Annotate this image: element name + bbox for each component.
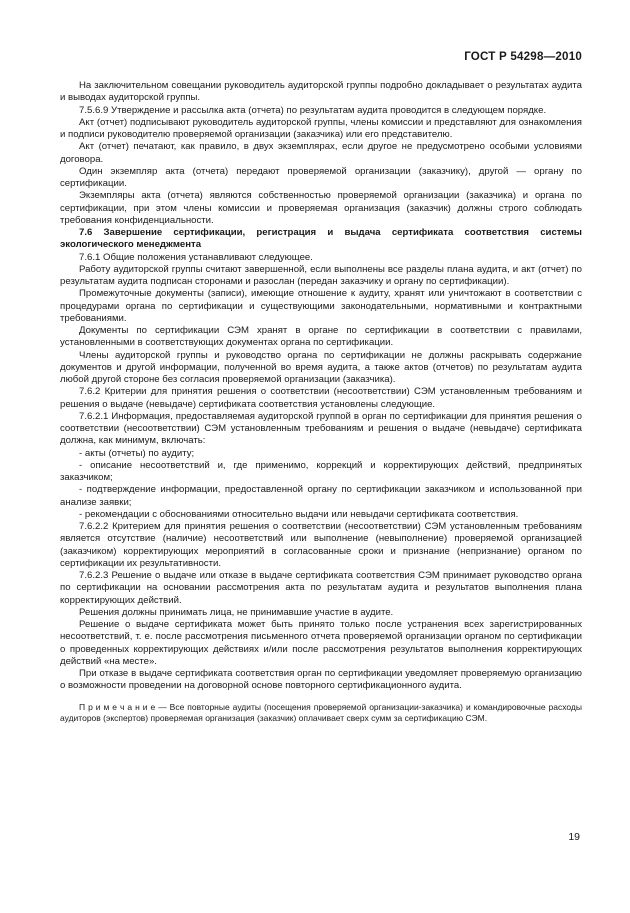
document-header: ГОСТ Р 54298—2010 (464, 50, 582, 63)
paragraph: Акт (отчет) печатают, как правило, в двух экземплярах, если другое не предусмотрено особыми условиями договора. (60, 141, 582, 165)
list-item: - рекомендации с обоснованиями относительно выдачи или невыдачи сертификата соответствия. (79, 508, 519, 520)
list-item: - описание несоответствий и, где применимо, коррекций и корректирующих действий, предпринятых заказчиком; (60, 459, 582, 483)
note-label: П р и м е ч а н и е (79, 701, 156, 712)
paragraph: 7.6.2.1 Информация, предоставляемая аудиторской группой в орган по сертификации для принятия решения о соответствии (несоответствии) СЭМ установленным требованиям и решения о выдаче (невыдаче) сертификата должна, как минимум, включать: (60, 410, 582, 447)
paragraph: 7.6.2.2 Критерием для принятия решения о соответствии (несоответствии) СЭМ установленным требованиям является отсутствие (наличие) несоответствий или выполнение (невыполнение) проверяемой организацией (заказчиком) корректирующих мероприятий в согласованные сроки и признание (непризнание) органом по сертификации их результативности. (60, 521, 582, 569)
section-heading: 7.6 Завершение сертификации, регистрация и выдача сертификата соответствия системы экологического менеджмента (60, 227, 582, 251)
paragraph: При отказе в выдаче сертификата соответствия орган по сертификации уведомляет проверяемую организацию о возможности проведении на договорной основе повторного сертификационного аудита. (60, 668, 582, 692)
paragraph: Один экземпляр акта (отчета) передают проверяемой организации (заказчику), другой — органу по сертификации. (60, 165, 582, 189)
paragraph: Работу аудиторской группы считают завершенной, если выполнены все разделы плана аудита, и акт (отчет) по результатам аудита подписан сторонами и разослан (передан заказчику и органу по сертификации). (60, 263, 582, 287)
paragraph: 7.6.1 Общие положения устанавливают следующее. (79, 251, 313, 263)
paragraph: 7.6.2.3 Решение о выдаче или отказе в выдаче сертификата соответствия СЭМ принимает руководство органа по сертификации на основании рассмотрения акта по результатам аудита и результатов выполнения плана корректирующих действий. (60, 570, 582, 606)
page-number: 19 (568, 831, 580, 843)
paragraph: 7.6.2 Критерии для принятия решения о соответствии (несоответствии) СЭМ установленным требованиям и решения о выдаче (невыдаче) сертификата соответствия установлены следующие. (60, 386, 582, 410)
paragraph: Члены аудиторской группы и руководство органа по сертификации не должны раскрывать содержание документов и другой информации, полученной во время аудита, а также актов (отчетов) по результатам аудита любой другой стороне без согласия проверяемой организации (заказчика). (60, 349, 582, 385)
note (60, 702, 582, 724)
document-body (60, 80, 582, 724)
paragraph: Документы по сертификации СЭМ хранят в органе по сертификации в соответствии с правилами, установленными в соответствующих документах органа по сертификации. (60, 325, 582, 349)
paragraph: 7.5.6.9 Утверждение и рассылка акта (отчета) по результатам аудита проводится в следующем порядке. (79, 104, 547, 116)
paragraph: Решение о выдаче сертификата может быть принято только после устранения всех зарегистрированных несоответствий, т. е. после рассмотрения письменного отчета проверяемой организации органом по сертификации о проведенных корректирующих действиях и/или после рассмотрения результатов выполнения корректирующих действий «на месте». (60, 619, 582, 667)
note-text: — Все повторные аудиты (посещения проверяемой организации-заказчика) и командировочные расходы аудиторов (экспертов) проверяемая организация (заказчик) оплачивает сверх сумм за сертификацию СЭМ. (60, 701, 582, 723)
paragraph: Решения должны принимать лица, не принимавшие участие в аудите. (79, 606, 394, 618)
list-item: - акты (отчеты) по аудиту; (79, 447, 195, 459)
paragraph: Экземпляры акта (отчета) являются собственностью проверяемой организации (заказчика) и органа по сертификации, при этом члены комиссии и проверяемая организация (заказчик) должны строго соблюдать требования конфиденциальности. (60, 190, 582, 226)
paragraph: Акт (отчет) подписывают руководитель аудиторской группы, члены комиссии и представляют для ознакомления и подписи руководителю проверяемой организации (заказчика) или его представителю. (60, 116, 582, 140)
paragraph: Промежуточные документы (записи), имеющие отношение к аудиту, хранят или уничтожают в соответствии с процедурами органа по сертификации и существующими законодательными, нормативными и контрактными требованиями. (60, 288, 582, 324)
list-item: - подтверждение информации, предоставленной органу по сертификации заказчиком и использованной при анализе заявки; (60, 484, 582, 508)
paragraph: На заключительном совещании руководитель аудиторской группы подробно докладывает о результатах аудита и выводах аудиторской группы. (60, 80, 582, 104)
